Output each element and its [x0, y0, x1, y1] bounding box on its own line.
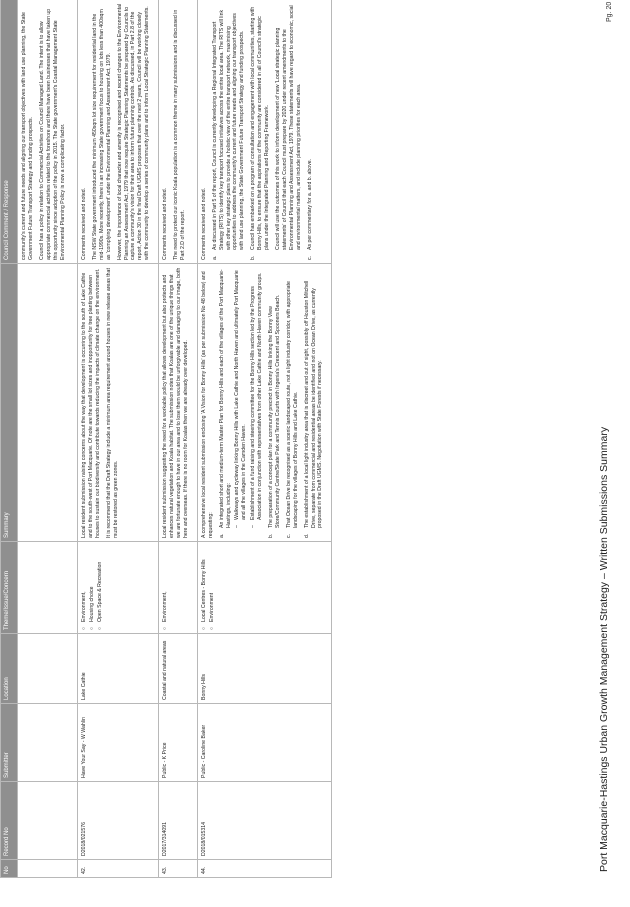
table-header-row — [1, 0, 18, 878]
cell-submitter: Public - K Price — [159, 704, 198, 782]
cell-response — [159, 0, 198, 264]
response-paragraph: Comments received and noted. — [81, 187, 87, 260]
summary-paragraph: It is recommend that the Draft Strategy include a minimum area requirement around houses in new release areas that must be restored as green zones. — [105, 268, 119, 538]
response-paragraph: Council has a policy in relation to Commercial Activities on Council Managed Land. The intent is to allow appropriate commercial activities related to the foreshore and there have been businesses that have taken up this opportunity since adoption of the policy in 2015. The State government's Coastal Management State Environmental Planning Policy is now a complicating factor. — [38, 8, 66, 260]
item-label: a. — [218, 533, 225, 538]
response-list-item — [212, 3, 247, 260]
sub-list-item: – Walkways and cycleway linking Bonny Hills with Lake Cathie and North Haven and ultimately Port Macquarie and all the villages in the Camden Haven. — [234, 267, 248, 528]
item-text: Council will use the outcomes of this work to inform development of new 'Local strategic planning statements' of Council that each Council must prepare by 2020 under recent amendments to the Environmental Planning and Assessment Act, 1979. These statements will have regard to economic, social and environmental matters, and include planning priorities for each area. — [274, 5, 302, 250]
header-no: No — [1, 860, 18, 878]
summary-list-item — [304, 267, 325, 538]
item-label: d. — [303, 533, 310, 538]
response-paragraph: community's current and future needs and aligning our transport objectives with land use planning, the State Government Future Transport Strategy and funding prospects. — [21, 12, 34, 260]
response-paragraph: Comments received and noted. — [162, 187, 169, 260]
cell-no — [18, 860, 78, 878]
cell-record-no: D2018/021576 — [78, 782, 159, 860]
cell-summary — [18, 264, 78, 542]
cell-submitter: Have Your Say - W Wahlin — [78, 704, 159, 782]
summary-paragraph: Local resident submission suggesting the need for a workable policy that allows development but also protects and enhances natural vegetation and Koala habitat. The submission notes that Koalas are one of the unique things that we are fortunate enough to have in our area and to lose them would be unforgivable and damaging to our image, both here and overseas. If there is no room for Koalas then we are already over developed. — [162, 267, 189, 538]
cell-no: 44. — [197, 860, 332, 878]
response-list-item — [307, 3, 314, 260]
item-text: Council has embarked on a program of consultation and engagement with local communities, starting with Bonny Hills, to ensure that the aspirations of the community are considered in all of Council's strategic plans under the Integrated Planning and Reporting Framework. — [250, 6, 271, 250]
cell-response — [78, 0, 159, 264]
theme-item: ○ Environment, — [81, 545, 88, 630]
item-text: As per commentary for a. and b. above. — [306, 158, 313, 250]
response-paragraph: However, the importance of local character and amenity is recognised and recent changes to the Environmental Planning an Assessment Act, 1979 that now require Strategic Planning Statements be prepared by Councils to capture a community's vision for their area to inform future planning controls. As discussed, in Part 2.8 of the report, Action 30 in the final Draft UGMS proposes that over the next 2 years, Council will be working closely with the community to develop a series of community plans and to inform Local Strategic Planning Statements. — [116, 3, 151, 260]
theme-item: ○ Environment, — [162, 545, 169, 630]
table-row — [78, 0, 159, 878]
summary-list-item — [268, 267, 282, 538]
cell-record-no: D2017/314091 — [159, 782, 198, 860]
item-text: The establishment of a local light industry area that is discreet and out of sight, possibly off Houston Mitchell Drive, separate from commercial and residential areas be identified and not on Ocean Drive, as currently proposed in the Draft UGMS. Negotiation with State Forests if necessary. — [303, 280, 324, 528]
cell-theme — [78, 542, 159, 634]
summary-list — [219, 267, 325, 538]
cell-summary — [197, 264, 332, 542]
header-response: Council Comment / Response — [1, 0, 18, 264]
cell-submitter: Public - Caroline Baker — [197, 704, 332, 782]
table-row — [18, 0, 78, 878]
header-submitter: Submitter — [1, 704, 18, 782]
item-label: b. — [250, 255, 257, 260]
theme-item: ○ Local Centres - Bonny Hills — [201, 545, 208, 630]
theme-item: ○ Environment — [209, 545, 216, 630]
theme-item: ○ Housing choice — [89, 545, 96, 630]
header-record-no: Record No — [1, 782, 18, 860]
response-list — [212, 3, 314, 260]
cell-response — [18, 0, 78, 264]
theme-list — [81, 545, 104, 630]
item-label: c. — [285, 533, 292, 538]
response-list-item — [275, 3, 303, 260]
cell-record-no: D2018/015314 — [197, 782, 332, 860]
cell-location: Lake Cathie — [78, 634, 159, 704]
cell-response — [197, 0, 332, 264]
response-list-item — [250, 3, 271, 260]
item-text: That Ocean Drive be recognised as a scenic landscaped route, not a light industry corridor, with appropriate landscaping for the villages of Bonny Hills and Lake Cathie. — [285, 281, 299, 528]
table-row — [197, 0, 332, 878]
summary-intro: A comprehensive local resident submission enclosing 'A Vision for Bonny Hills' (as per submission No 48 below) and requesting: — [200, 271, 214, 538]
cell-submitter — [18, 704, 78, 782]
header-theme: Theme/Issue/Concern — [1, 542, 18, 634]
header-summary: Summary — [1, 264, 18, 542]
item-text: An integrated short and medium-term Master Plan for Bonny Hills and each of the villages of the Port Macquarie-Hastings, including: — [218, 269, 232, 528]
item-label: a. — [211, 255, 218, 260]
item-text: As discussed in Part 5 of the report, Council is currently developing a Regional Integrated Transport Strategy (RITS) to identify key transport focused initiatives across the entire local area. The RITS will link with other key strategic plans to provide a holistic view of the entire transport network, maximising opportunities to address the community's current and future needs and aligning our transport objectives with land use planning, the State Government Future Transport Strategy and funding prospects. — [211, 9, 246, 250]
cell-no: 43. — [159, 860, 198, 878]
cell-theme — [197, 542, 332, 634]
item-text: The preparation of a concept plan for a community precinct in Bonny Hills linking the Bonny View Store/Community Centre/Skate Park and Tennis Courts with Ingenia's Crescent and Spooners Beach. — [268, 294, 281, 528]
response-paragraph: The NSW State government introduced the minimum 450sqm lot size requirement for residential land in the mid-1990s. More recently, there is an increasing State government focus to housing on lots less than 400sqm as 'complying development' under the Environmental Planning and Assessment Act, 1979. — [91, 9, 112, 260]
cell-theme — [159, 542, 198, 634]
summary-list-item — [286, 267, 300, 538]
sub-list — [234, 267, 264, 528]
sub-list-item: – Establishment of a fund raising and steering committee for the Bonny Hills section led by the Progress Association in conjunction with representatives from other Lake Cathie and North Haven community groups. — [250, 267, 264, 528]
summary-list-item — [219, 267, 264, 538]
cell-location — [18, 634, 78, 704]
cell-record-no — [18, 782, 78, 860]
theme-item: ○ Open Space & Recreation — [97, 545, 104, 630]
cell-summary — [78, 264, 159, 542]
summary-paragraph: Local resident submission raising concerns about the way that development is occurring to the south of Lake Cathie and to the south-west of Port Macquarie. Of note are the small lot sizes and inopportunity for tree planting between houses to sustain our biodiversity and contribute towards reducing the impacts of climate change on the environment. — [81, 268, 101, 538]
response-intro: Comments received and noted. — [200, 187, 207, 260]
response-paragraph: The need to protect our iconic Koala population is a common theme in many submissions and is discussed in Part 2.D of the report. — [173, 9, 186, 260]
theme-list — [162, 545, 169, 630]
document-title: Port Macquarie-Hastings Urban Growth Management Strategy – Written Submissions Summary — [598, 426, 610, 872]
cell-theme — [18, 542, 78, 634]
cell-summary — [159, 264, 198, 542]
page-number: Pg. 20 — [606, 1, 613, 22]
theme-list — [201, 545, 216, 630]
cell-location: Bonny Hills — [197, 634, 332, 704]
item-label: b. — [268, 533, 275, 538]
item-label: c. — [306, 255, 313, 260]
cell-no: 42. — [78, 860, 159, 878]
cell-location: Coastal and natural areas — [159, 634, 198, 704]
table-row — [159, 0, 198, 878]
header-location: Location — [1, 634, 18, 704]
